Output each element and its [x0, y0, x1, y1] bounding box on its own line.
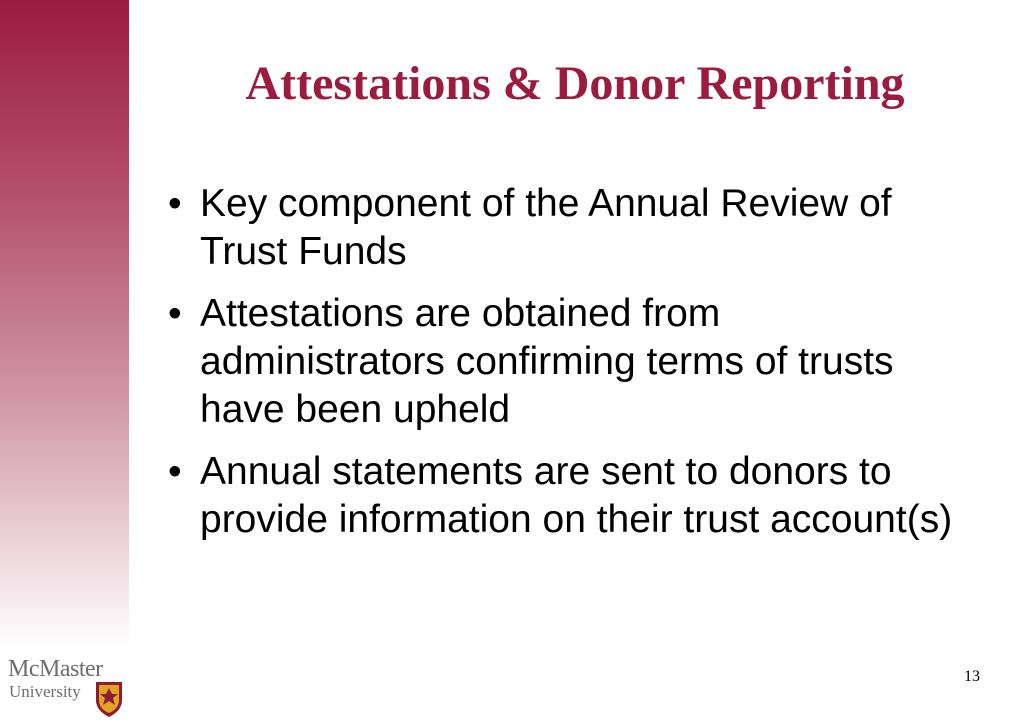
bullet-marker: • — [168, 450, 182, 493]
logo-text-university: University — [9, 682, 81, 701]
page-number: 13 — [964, 668, 980, 685]
bullet-text: Key component of the Annual Review of Trust Funds — [200, 182, 892, 273]
bullet-item — [168, 180, 968, 276]
bullet-item — [168, 448, 968, 544]
bullet-marker: • — [168, 182, 182, 225]
bullet-item — [168, 290, 968, 434]
crest-icon — [94, 680, 124, 718]
bullet-text: Attestations are obtained from administrators confirming terms of trusts have been upheld — [200, 292, 894, 431]
bullet-text: Annual statements are sent to donors to provide information on their trust account(s) — [200, 450, 953, 541]
bullet-list — [168, 180, 968, 558]
logo-text-mcmaster: McMaster — [8, 656, 103, 682]
side-gradient-band — [0, 0, 129, 650]
university-logo — [8, 656, 126, 718]
bullet-marker: • — [168, 292, 182, 335]
slide-title: Attestations & Donor Reporting — [245, 57, 905, 110]
